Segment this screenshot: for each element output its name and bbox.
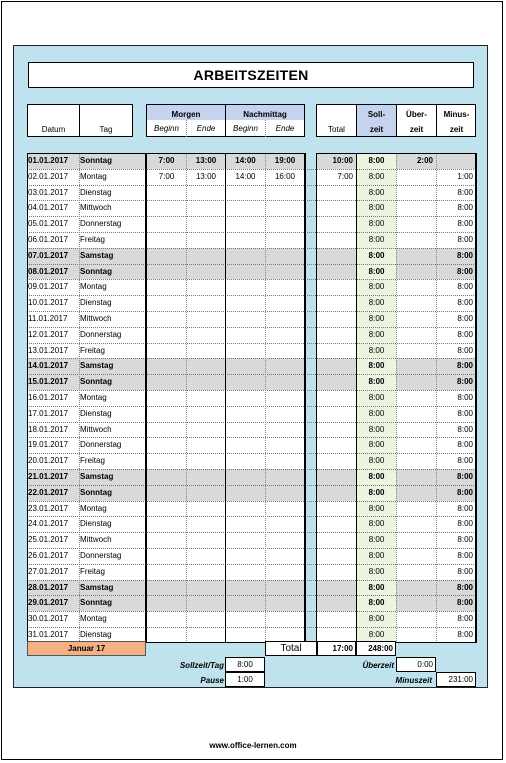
header-minus-2: zeit (449, 125, 464, 134)
minus-cell[interactable]: 8:00 (457, 456, 473, 466)
day-cell[interactable]: Mittwoch (80, 535, 112, 545)
total-cell[interactable]: 10:00 (332, 156, 353, 165)
soll-cell[interactable]: 8:00 (368, 598, 385, 608)
minus-cell[interactable]: 8:00 (456, 472, 473, 481)
date-cell[interactable]: 23.01.2017 (28, 503, 69, 513)
day-cell[interactable]: Sonntag (80, 266, 112, 276)
morning-begin-cell[interactable]: 7:00 (158, 156, 175, 165)
day-cell[interactable]: Dienstag (80, 630, 112, 639)
day-cell[interactable]: Montag (80, 171, 107, 181)
date-cell[interactable]: 19.01.2017 (28, 440, 69, 450)
minuszeit-value: 231:00 (448, 675, 473, 684)
date-cell[interactable]: 15.01.2017 (28, 377, 69, 387)
soll-cell[interactable]: 8:00 (368, 487, 385, 497)
day-cell[interactable]: Donnerstag (80, 551, 122, 560)
date-cell[interactable]: 11.01.2017 (28, 314, 68, 323)
day-cell[interactable]: Dienstag (80, 298, 112, 308)
soll-cell[interactable]: 8:00 (368, 345, 385, 355)
morning-end-cell[interactable]: 13:00 (195, 156, 217, 165)
column-divider (305, 153, 306, 643)
total-cell[interactable]: 7:00 (337, 171, 353, 181)
sollzeit-tag-value: 8:00 (237, 660, 253, 669)
minus-cell[interactable]: 8:00 (457, 424, 473, 434)
block-border (146, 153, 305, 643)
date-cell[interactable]: 07.01.2017 (28, 250, 69, 260)
date-cell[interactable]: 31.01.2017 (28, 630, 69, 639)
minus-cell[interactable]: 8:00 (457, 298, 473, 308)
soll-cell[interactable]: 8:00 (368, 551, 385, 560)
day-cell[interactable]: Sonntag (80, 377, 112, 387)
header-soll-1: Soll- (367, 110, 386, 119)
soll-cell[interactable]: 8:00 (368, 472, 385, 481)
minus-cell[interactable]: 8:00 (457, 314, 473, 323)
header-beginn-morgen: Beginn (154, 124, 179, 133)
total-value: 17:00 (332, 644, 353, 653)
day-cell[interactable]: Samstag (80, 250, 114, 260)
day-cell[interactable]: Dienstag (80, 408, 112, 418)
date-cell[interactable]: 30.01.2017 (28, 614, 69, 624)
ueberzeit-label: Überzeit (362, 661, 394, 670)
morning-end-cell[interactable]: 13:00 (195, 171, 217, 181)
header-beginn-nachmittag: Beginn (233, 124, 258, 133)
header-tag: Tag (99, 125, 113, 134)
soll-cell[interactable]: 8:00 (368, 314, 385, 323)
soll-cell[interactable]: 8:00 (368, 361, 385, 371)
date-cell[interactable]: 09.01.2017 (28, 282, 69, 292)
day-cell[interactable]: Dienstag (80, 519, 112, 529)
soll-cell[interactable]: 8:00 (368, 266, 385, 276)
soll-cell[interactable]: 8:00 (368, 519, 385, 529)
soll-cell[interactable]: 8:00 (368, 630, 385, 639)
soll-cell[interactable]: 8:00 (368, 566, 385, 576)
afternoon-begin-cell[interactable]: 14:00 (235, 156, 256, 165)
day-cell[interactable]: Freitag (80, 456, 105, 466)
soll-cell[interactable]: 8:00 (368, 156, 385, 165)
soll-cell[interactable]: 8:00 (368, 440, 385, 450)
minus-cell[interactable]: 8:00 (457, 630, 473, 639)
soll-cell[interactable]: 8:00 (368, 614, 385, 624)
day-cell[interactable]: Montag (80, 614, 107, 624)
header-ueber-1: Über- (406, 110, 427, 119)
date-cell[interactable]: 16.01.2017 (28, 393, 69, 402)
day-cell[interactable]: Dienstag (80, 187, 112, 197)
total-label: Total (280, 643, 302, 654)
soll-cell[interactable]: 8:00 (368, 187, 385, 197)
day-cell[interactable]: Samstag (80, 361, 114, 371)
month-label: Januar 17 (67, 644, 106, 653)
minus-cell[interactable]: 8:00 (456, 487, 473, 497)
minus-cell[interactable]: 1:00 (457, 171, 473, 181)
day-cell[interactable]: Freitag (80, 566, 105, 576)
date-cell[interactable]: 26.01.2017 (28, 551, 69, 560)
soll-cell[interactable]: 8:00 (368, 282, 385, 292)
soll-cell[interactable]: 8:00 (368, 424, 385, 434)
date-cell[interactable]: 06.01.2017 (28, 235, 69, 244)
sollzeit-tag-label: Sollzeit/Tag (179, 661, 224, 670)
date-cell[interactable]: 21.01.2017 (28, 472, 69, 481)
date-cell[interactable]: 18.01.2017 (28, 424, 69, 434)
header-morgen: Morgen (171, 110, 201, 119)
header-ende-morgen: Ende (196, 124, 216, 133)
pause-value: 1:00 (237, 675, 253, 684)
soll-cell[interactable]: 8:00 (368, 329, 385, 339)
soll-cell[interactable]: 8:00 (368, 582, 385, 592)
header-soll-2: zeit (369, 125, 384, 134)
afternoon-end-cell[interactable]: 16:00 (274, 171, 296, 181)
minus-cell[interactable]: 8:00 (457, 187, 473, 197)
date-cell[interactable]: 14.01.2017 (28, 361, 69, 371)
minus-cell[interactable]: 8:00 (457, 203, 473, 213)
day-cell[interactable]: Freitag (80, 345, 105, 355)
minus-cell[interactable]: 8:00 (457, 219, 473, 229)
date-cell[interactable]: 03.01.2017 (28, 187, 69, 197)
date-cell[interactable]: 08.01.2017 (28, 266, 69, 276)
date-cell[interactable]: 28.01.2017 (28, 582, 69, 592)
day-cell[interactable]: Samstag (80, 472, 114, 481)
minus-cell[interactable]: 8:00 (457, 393, 473, 402)
date-cell[interactable]: 29.01.2017 (28, 598, 69, 608)
header-nachmittag: Nachmittag (243, 110, 287, 119)
day-cell[interactable]: Sonntag (80, 598, 112, 608)
afternoon-begin-cell[interactable]: 14:00 (235, 171, 256, 181)
date-cell[interactable]: 04.01.2017 (28, 203, 69, 213)
minus-cell[interactable]: 8:00 (457, 282, 473, 292)
minus-cell[interactable]: 8:00 (457, 408, 473, 418)
ueber-cell[interactable]: 2:00 (416, 156, 433, 165)
soll-cell[interactable]: 8:00 (368, 298, 385, 308)
soll-cell[interactable]: 8:00 (368, 408, 385, 418)
date-cell[interactable]: 22.01.2017 (28, 487, 69, 497)
day-cell[interactable]: Donnerstag (80, 219, 122, 229)
soll-total-value: 248:00 (368, 644, 393, 653)
minus-cell[interactable]: 8:00 (457, 519, 473, 529)
footer-url: www.office-lernen.com (209, 741, 297, 750)
soll-cell[interactable]: 8:00 (368, 219, 385, 229)
day-cell[interactable]: Mittwoch (80, 424, 112, 434)
date-cell[interactable]: 27.01.2017 (28, 566, 69, 576)
day-cell[interactable]: Mittwoch (80, 314, 112, 323)
header-datum: Datum (41, 125, 66, 134)
afternoon-end-cell[interactable]: 19:00 (274, 156, 296, 165)
header-minus-1: Minus- (443, 110, 470, 119)
day-cell[interactable]: Freitag (80, 235, 105, 244)
day-cell[interactable]: Sonntag (80, 487, 112, 497)
minuszeit-label: Minuszeit (395, 676, 432, 685)
header-total: Total (328, 125, 345, 134)
minus-cell[interactable]: 8:00 (457, 235, 473, 244)
day-cell[interactable]: Mittwoch (80, 203, 112, 213)
minus-cell[interactable]: 8:00 (456, 361, 473, 371)
soll-cell[interactable]: 8:00 (368, 456, 385, 466)
soll-cell[interactable]: 8:00 (368, 235, 385, 244)
block-border (27, 153, 146, 643)
day-cell[interactable]: Donnerstag (80, 440, 122, 450)
minus-cell[interactable]: 8:00 (457, 566, 473, 576)
morning-begin-cell[interactable]: 7:00 (158, 171, 175, 181)
day-cell[interactable]: Montag (80, 503, 107, 513)
minus-cell[interactable]: 8:00 (457, 535, 473, 545)
date-cell[interactable]: 10.01.2017 (28, 298, 69, 308)
date-cell[interactable]: 12.01.2017 (28, 329, 69, 339)
date-cell[interactable]: 25.01.2017 (28, 535, 69, 545)
soll-cell[interactable]: 8:00 (368, 503, 385, 513)
column-divider (476, 153, 477, 643)
minus-cell[interactable]: 8:00 (457, 329, 473, 339)
sheet-title: ARBEITSZEITEN (28, 62, 474, 88)
ueberzeit-value: 0:00 (417, 660, 433, 669)
minus-cell[interactable]: 8:00 (456, 598, 473, 608)
header-ueber-2: zeit (409, 125, 424, 134)
soll-cell[interactable]: 8:00 (368, 393, 385, 402)
date-cell[interactable]: 05.01.2017 (28, 219, 69, 229)
day-cell[interactable]: Montag (80, 393, 107, 402)
soll-cell[interactable]: 8:00 (368, 250, 385, 260)
date-cell[interactable]: 01.01.2017 (28, 156, 69, 165)
header-ende-nachmittag: Ende (275, 124, 295, 133)
minus-cell[interactable]: 8:00 (457, 551, 473, 560)
soll-cell[interactable]: 8:00 (368, 171, 385, 181)
minus-cell[interactable]: 8:00 (456, 377, 473, 387)
soll-cell[interactable]: 8:00 (368, 203, 385, 213)
minus-cell[interactable]: 8:00 (456, 250, 473, 260)
day-cell[interactable]: Sonntag (80, 156, 112, 165)
block-border (316, 153, 476, 643)
pause-label: Pause (200, 676, 224, 685)
date-cell[interactable]: 13.01.2017 (28, 345, 69, 355)
minus-cell[interactable]: 8:00 (457, 345, 473, 355)
minus-cell[interactable]: 8:00 (457, 503, 473, 513)
date-cell[interactable]: 02.01.2017 (28, 171, 69, 181)
day-cell[interactable]: Samstag (80, 582, 114, 592)
minus-cell[interactable]: 8:00 (457, 440, 473, 450)
day-cell[interactable]: Montag (80, 282, 107, 292)
date-cell[interactable]: 17.01.2017 (28, 408, 69, 418)
date-cell[interactable]: 20.01.2017 (28, 456, 69, 466)
date-cell[interactable]: 24.01.2017 (28, 519, 69, 529)
day-cell[interactable]: Donnerstag (80, 329, 122, 339)
minus-cell[interactable]: 8:00 (456, 582, 473, 592)
soll-cell[interactable]: 8:00 (368, 535, 385, 545)
soll-cell[interactable]: 8:00 (368, 377, 385, 387)
minus-cell[interactable]: 8:00 (456, 266, 473, 276)
minus-cell[interactable]: 8:00 (457, 614, 473, 624)
